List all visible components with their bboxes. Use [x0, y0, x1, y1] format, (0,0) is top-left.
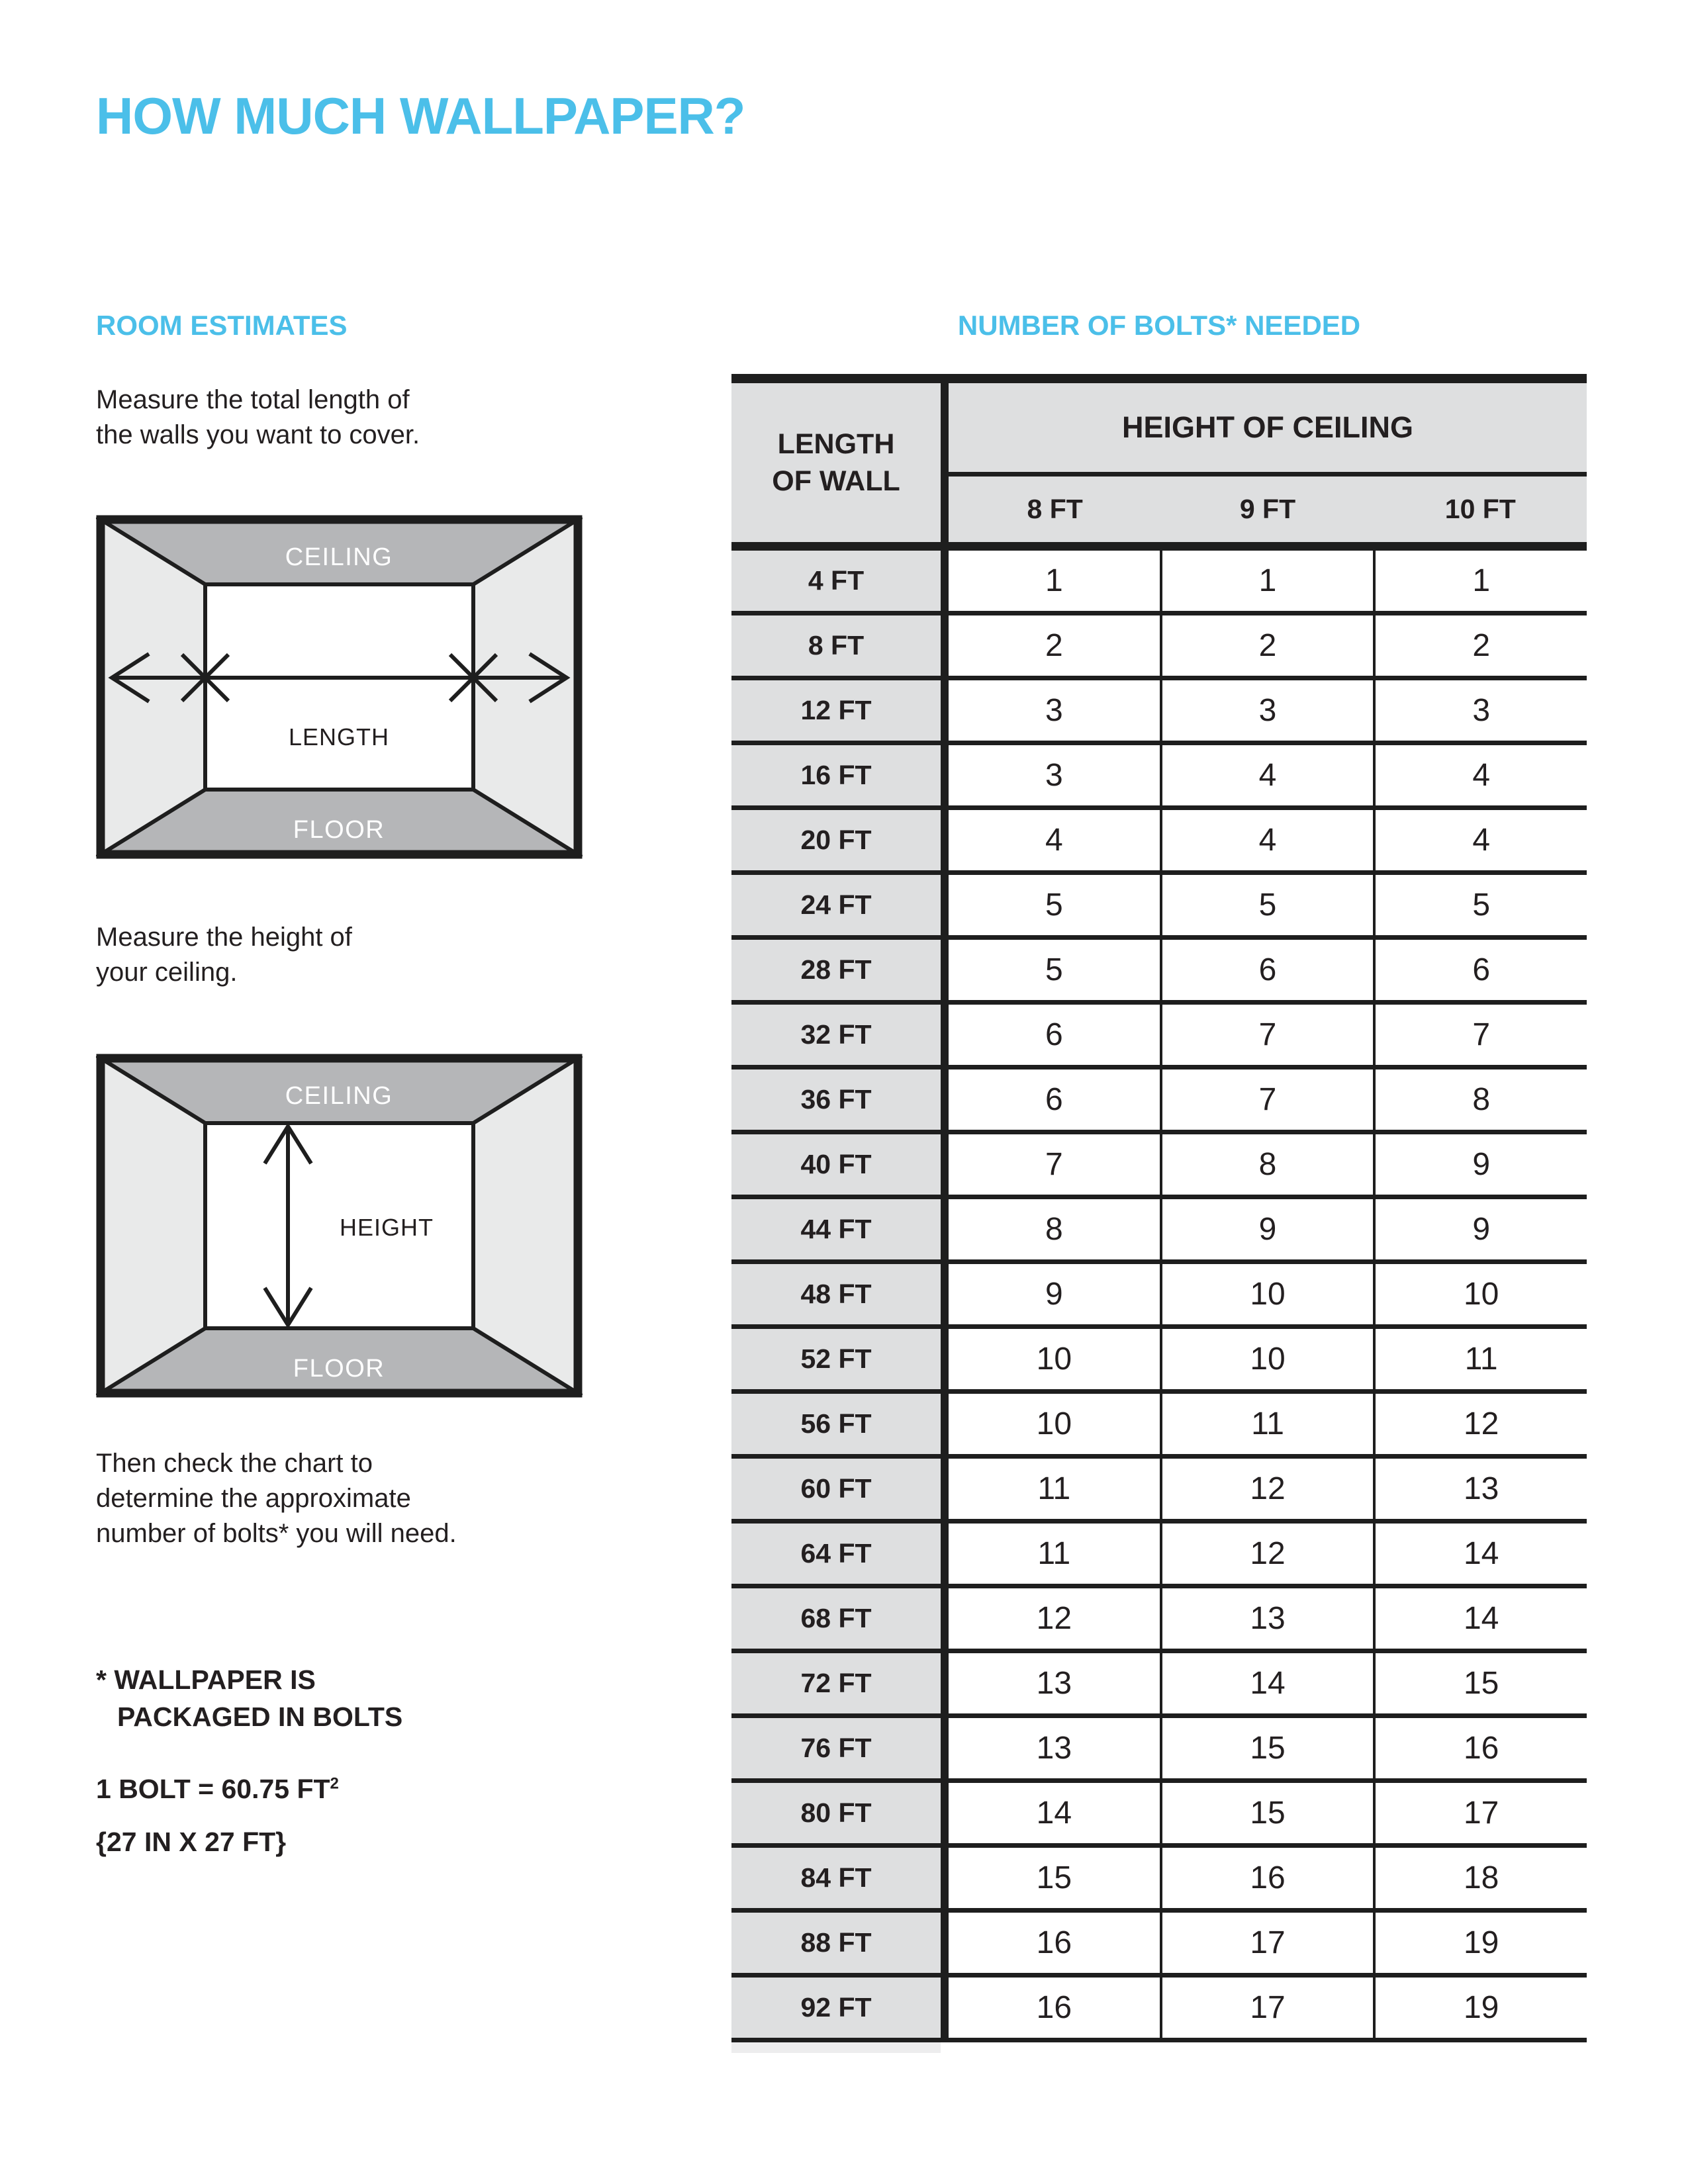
bolts-8ft: 7 — [949, 1134, 1160, 1195]
bolts-8ft: 5 — [949, 940, 1160, 1000]
col-header-9ft: 9 FT — [1239, 494, 1296, 524]
table-row — [731, 1848, 1587, 1913]
bolts-10ft: 19 — [1373, 1913, 1587, 1973]
bolts-8ft: 12 — [949, 1588, 1160, 1649]
bolts-8ft: 16 — [949, 1978, 1160, 2038]
row-label: 12 FT — [731, 680, 949, 741]
bolts-10ft: 3 — [1373, 680, 1587, 741]
bolts-8ft: 6 — [949, 1005, 1160, 1065]
bolts-table — [731, 374, 1587, 2053]
row-label: 64 FT — [731, 1524, 949, 1584]
bolts-10ft: 10 — [1373, 1264, 1587, 1324]
bolts-9ft: 4 — [1160, 810, 1374, 870]
table-row — [731, 1069, 1587, 1134]
table-row — [731, 875, 1587, 940]
bolts-9ft: 2 — [1160, 615, 1374, 676]
bolts-10ft: 1 — [1373, 551, 1587, 611]
table-row — [731, 1588, 1587, 1653]
ceiling-label: CEILING — [285, 543, 393, 571]
row-label: 28 FT — [731, 940, 949, 1000]
table-row — [731, 1718, 1587, 1783]
bolts-8ft: 9 — [949, 1264, 1160, 1324]
row-label: 76 FT — [731, 1718, 949, 1778]
table-row — [731, 810, 1587, 875]
bolts-8ft: 3 — [949, 680, 1160, 741]
bolts-9ft: 8 — [1160, 1134, 1374, 1195]
table-row — [731, 680, 1587, 745]
row-label: 44 FT — [731, 1199, 949, 1259]
bolts-9ft: 15 — [1160, 1718, 1374, 1778]
row-label: 8 FT — [731, 615, 949, 676]
bolts-8ft: 2 — [949, 615, 1160, 676]
row-label: 52 FT — [731, 1329, 949, 1389]
bolts-9ft: 12 — [1160, 1459, 1374, 1519]
bolts-9ft: 9 — [1160, 1199, 1374, 1259]
row-label: 24 FT — [731, 875, 949, 935]
row-label: 36 FT — [731, 1069, 949, 1130]
row-label: 32 FT — [731, 1005, 949, 1065]
length-of-wall-header — [731, 383, 949, 542]
table-row — [731, 551, 1587, 615]
instruction-length — [96, 383, 420, 453]
table-row — [731, 1199, 1587, 1264]
bolts-8ft: 13 — [949, 1718, 1160, 1778]
bolts-10ft: 2 — [1373, 615, 1587, 676]
bolts-9ft: 17 — [1160, 1978, 1374, 2038]
instruction-chart-line1: Then check the chart to — [96, 1449, 373, 1478]
table-row — [731, 1913, 1587, 1978]
bolts-10ft: 8 — [1373, 1069, 1587, 1130]
bolts-8ft: 16 — [949, 1913, 1160, 1973]
table-row — [731, 1264, 1587, 1329]
bolts-10ft: 18 — [1373, 1848, 1587, 1908]
table-top-bar — [731, 374, 1587, 383]
table-row — [731, 1005, 1587, 1069]
length-of-wall-header-line1: LENGTH — [777, 428, 895, 460]
instruction-height-line1: Measure the height of — [96, 923, 352, 952]
bolts-10ft: 12 — [1373, 1394, 1587, 1454]
bolts-10ft: 13 — [1373, 1459, 1587, 1519]
bolts-8ft: 8 — [949, 1199, 1160, 1259]
table-header — [731, 383, 1587, 551]
back-wall — [205, 584, 473, 790]
table-row — [731, 1783, 1587, 1848]
bolts-8ft: 11 — [949, 1459, 1160, 1519]
bolts-9ft: 3 — [1160, 680, 1374, 741]
row-label: 92 FT — [731, 1978, 949, 2038]
bolts-footnote-line2: PACKAGED IN BOLTS — [117, 1702, 403, 1732]
room-length-diagram — [96, 515, 583, 859]
bolts-needed-heading: NUMBER OF BOLTS* NEEDED — [957, 310, 1361, 341]
row-label: 40 FT — [731, 1134, 949, 1195]
bolts-9ft: 12 — [1160, 1524, 1374, 1584]
bolts-10ft: 6 — [1373, 940, 1587, 1000]
bolt-equation-text: 1 BOLT = 60.75 FT — [96, 1774, 330, 1804]
bolts-9ft: 14 — [1160, 1653, 1374, 1713]
bolts-10ft: 15 — [1373, 1653, 1587, 1713]
bolts-9ft: 17 — [1160, 1913, 1374, 1973]
ceiling-height-subheaders — [949, 477, 1587, 542]
page-title: HOW MUCH WALLPAPER? — [96, 87, 745, 145]
bolt-equation-exponent: 2 — [330, 1774, 339, 1793]
bolts-8ft: 13 — [949, 1653, 1160, 1713]
height-of-ceiling-header: HEIGHT OF CEILING — [949, 383, 1587, 477]
row-label: 84 FT — [731, 1848, 949, 1908]
row-label: 68 FT — [731, 1588, 949, 1649]
table-row — [731, 940, 1587, 1005]
bolts-10ft: 9 — [1373, 1134, 1587, 1195]
col-header-10ft: 10 FT — [1444, 494, 1516, 524]
bolts-9ft: 10 — [1160, 1264, 1374, 1324]
floor-label: FLOOR — [293, 816, 385, 844]
instruction-length-line2: the walls you want to cover. — [96, 420, 420, 449]
bolts-8ft: 11 — [949, 1524, 1160, 1584]
length-dimension-label: LENGTH — [288, 723, 390, 751]
table-row — [731, 1524, 1587, 1588]
instruction-height — [96, 920, 352, 990]
row-label: 60 FT — [731, 1459, 949, 1519]
length-of-wall-header-line2: OF WALL — [772, 465, 900, 497]
bolt-dimensions: {27 IN X 27 FT} — [96, 1827, 287, 1857]
floor-label: FLOOR — [293, 1355, 385, 1383]
bolts-9ft: 7 — [1160, 1005, 1374, 1065]
instruction-height-line2: your ceiling. — [96, 958, 238, 987]
bolts-9ft: 13 — [1160, 1588, 1374, 1649]
instruction-chart — [96, 1446, 457, 1551]
bolts-9ft: 6 — [1160, 940, 1374, 1000]
table-row — [731, 1978, 1587, 2042]
room-estimates-heading: ROOM ESTIMATES — [96, 310, 348, 341]
bolts-10ft: 17 — [1373, 1783, 1587, 1843]
bolts-10ft: 4 — [1373, 810, 1587, 870]
ceiling-label: CEILING — [285, 1082, 393, 1110]
table-row — [731, 615, 1587, 680]
bolts-8ft: 15 — [949, 1848, 1160, 1908]
bolts-9ft: 10 — [1160, 1329, 1374, 1389]
row-label: 80 FT — [731, 1783, 949, 1843]
bolts-footnote — [96, 1661, 402, 1735]
bolts-10ft: 7 — [1373, 1005, 1587, 1065]
height-dimension-label: HEIGHT — [340, 1214, 434, 1241]
bolts-footnote-line1: * WALLPAPER IS — [96, 1664, 316, 1695]
row-label: 20 FT — [731, 810, 949, 870]
bolts-10ft: 9 — [1373, 1199, 1587, 1259]
bolts-8ft: 4 — [949, 810, 1160, 870]
bolts-10ft: 14 — [1373, 1524, 1587, 1584]
bolts-10ft: 5 — [1373, 875, 1587, 935]
bolt-equation — [96, 1774, 339, 1805]
table-row — [731, 1394, 1587, 1459]
instruction-chart-line2: determine the approximate — [96, 1484, 411, 1513]
bolts-8ft: 1 — [949, 551, 1160, 611]
col-header-8ft: 8 FT — [1027, 494, 1083, 524]
row-label: 56 FT — [731, 1394, 949, 1454]
bolts-9ft: 5 — [1160, 875, 1374, 935]
table-row — [731, 1134, 1587, 1199]
row-label: 48 FT — [731, 1264, 949, 1324]
bolts-9ft: 7 — [1160, 1069, 1374, 1130]
ceiling-height-header-group — [949, 383, 1587, 542]
bolts-8ft: 5 — [949, 875, 1160, 935]
table-row — [731, 745, 1587, 810]
bolts-10ft: 14 — [1373, 1588, 1587, 1649]
bolts-10ft: 11 — [1373, 1329, 1587, 1389]
table-row — [731, 1459, 1587, 1524]
room-height-diagram — [96, 1054, 583, 1398]
row-label: 72 FT — [731, 1653, 949, 1713]
instruction-length-line1: Measure the total length of — [96, 385, 410, 414]
bolts-9ft: 4 — [1160, 745, 1374, 805]
table-row — [731, 1653, 1587, 1718]
row-label: 88 FT — [731, 1913, 949, 1973]
table-footer-shadow — [731, 2042, 941, 2053]
bolts-10ft: 4 — [1373, 745, 1587, 805]
bolts-8ft: 3 — [949, 745, 1160, 805]
bolts-10ft: 16 — [1373, 1718, 1587, 1778]
bolts-9ft: 16 — [1160, 1848, 1374, 1908]
bolts-10ft: 19 — [1373, 1978, 1587, 2038]
bolts-8ft: 6 — [949, 1069, 1160, 1130]
bolts-9ft: 11 — [1160, 1394, 1374, 1454]
bolts-8ft: 14 — [949, 1783, 1160, 1843]
bolts-9ft: 1 — [1160, 551, 1374, 611]
table-row — [731, 1329, 1587, 1394]
row-label: 16 FT — [731, 745, 949, 805]
bolts-8ft: 10 — [949, 1394, 1160, 1454]
bolts-8ft: 10 — [949, 1329, 1160, 1389]
instruction-chart-line3: number of bolts* you will need. — [96, 1519, 457, 1548]
row-label: 4 FT — [731, 551, 949, 611]
bolts-9ft: 15 — [1160, 1783, 1374, 1843]
